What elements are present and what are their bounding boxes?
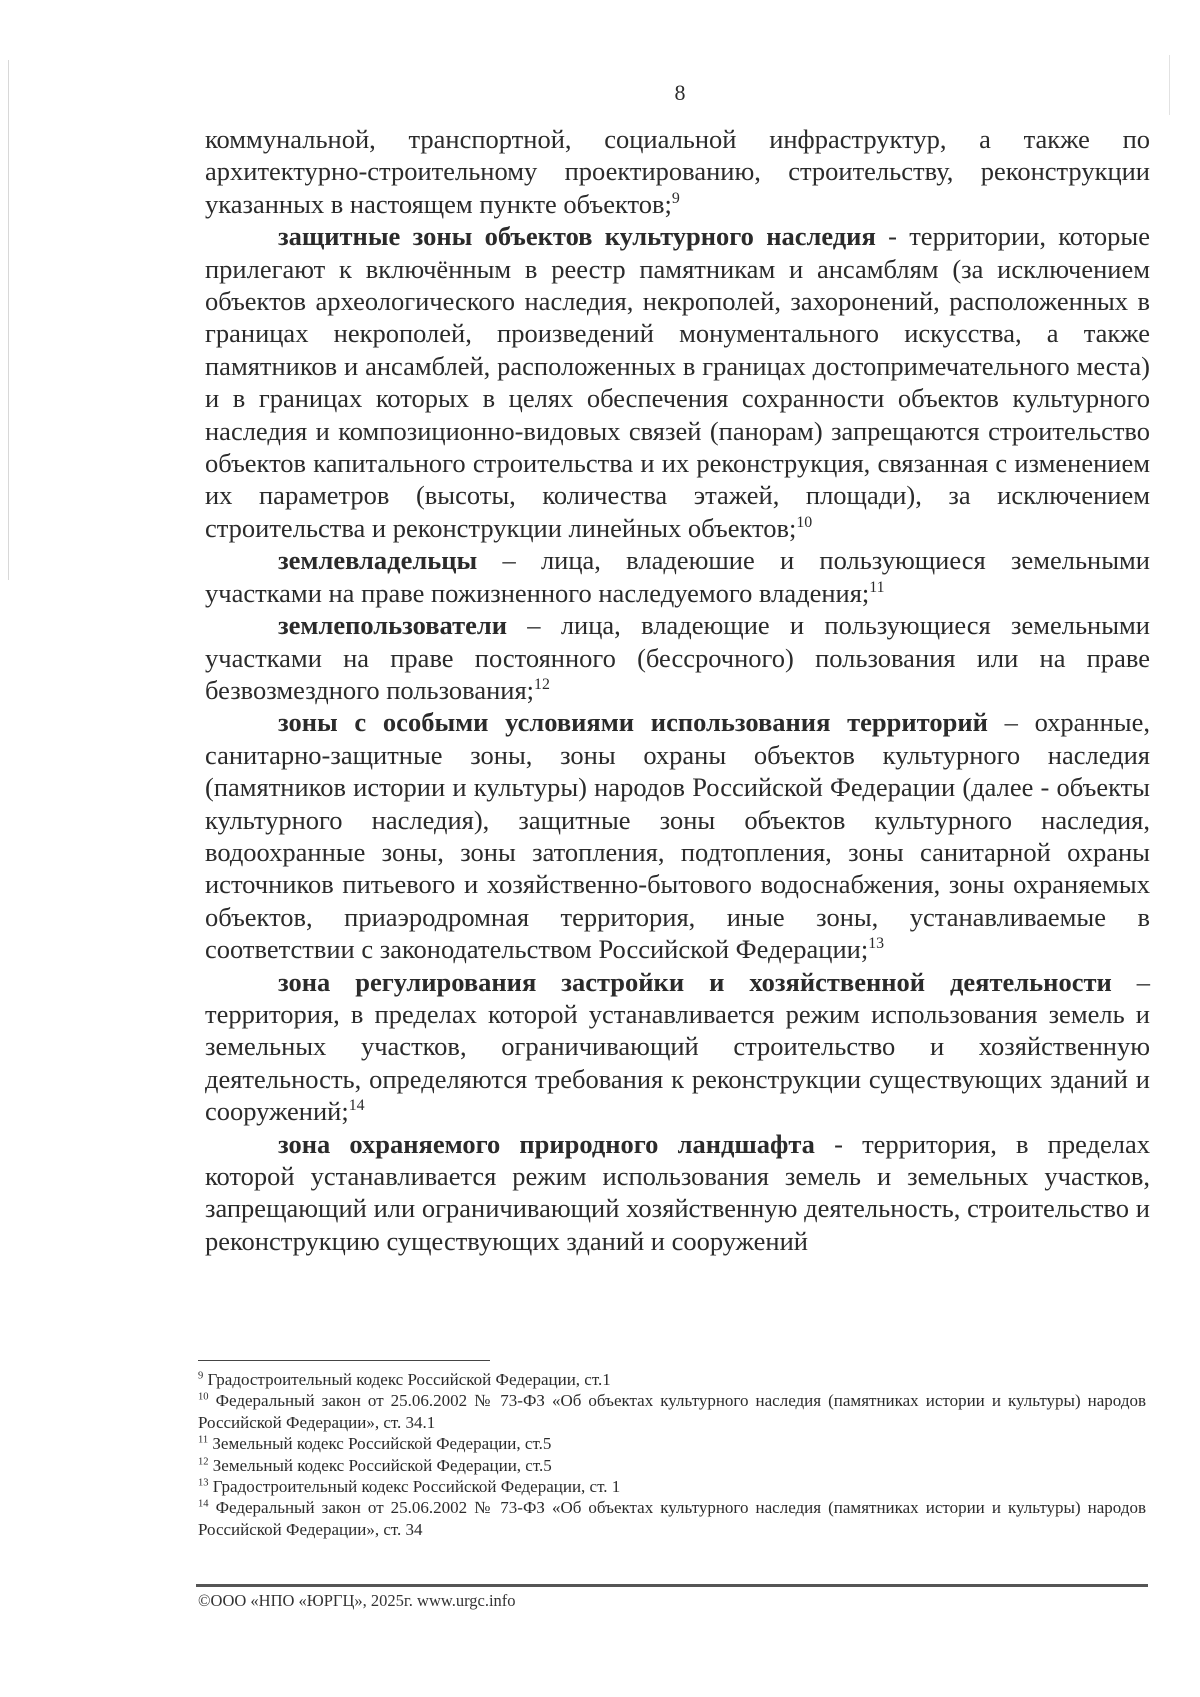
definition-text: – лица, владеюшие и пользующиеся земельными участками на праве пожизненного наследуемого владения; — [205, 545, 1150, 608]
footnote-number: 12 — [198, 1455, 209, 1467]
term: зона охраняемого природного ландшафта — [278, 1128, 815, 1159]
main-body-text — [205, 123, 1150, 1257]
term: землепользователи — [278, 610, 508, 641]
footnote-text: Земельный кодекс Российской Федерации, ст.5 — [208, 1434, 552, 1454]
footnote — [198, 1455, 1146, 1476]
footnote — [198, 1390, 1146, 1433]
footnote — [198, 1433, 1146, 1454]
footnote-ref: 10 — [796, 514, 813, 532]
footnote-text: Федеральный закон от 25.06.2002 № 73-ФЗ «Об объектах культурного наследия (памятниках истории и культуры) народов Российской Федерации», ст. 34 — [198, 1498, 1146, 1539]
definition-text: коммунальной, транспортной, социальной инфраструктур, а также по архитектурно-строительному проектированию, строительству, реконструкции указанных в настоящем пункте объектов; — [205, 124, 1150, 219]
paragraph-definition — [205, 966, 1150, 1128]
definition-text: - территория, в пределах которой устанавливается режим использования земель и земельных участков, запрещающий или ограничивающий хозяйственную деятельность, строительство и реконструкцию существующих зданий и сооружений — [205, 1128, 1150, 1256]
footnote — [198, 1497, 1146, 1540]
footnote-ref: 13 — [868, 935, 885, 953]
footnote-ref: 14 — [348, 1097, 365, 1115]
term: землевладельцы — [278, 545, 478, 576]
footer-copyright: ©ООО «НПО «ЮРГЦ», 2025г. www.urgc.info — [198, 1591, 516, 1610]
footnote-separator — [198, 1360, 490, 1361]
term: зоны с особыми условиями использования территорий — [278, 707, 988, 738]
footnote-ref: 11 — [869, 578, 885, 596]
footnote-ref: 9 — [671, 189, 680, 207]
term: защитные зоны объектов культурного наследия — [278, 221, 876, 252]
footnote-ref: 12 — [534, 676, 550, 694]
footnote-number: 9 — [198, 1370, 204, 1382]
footer-separator — [196, 1584, 1148, 1587]
footnote-number: 10 — [198, 1391, 209, 1403]
footnote-text: Градостроительный кодекс Российской Федерации, ст. 1 — [208, 1477, 621, 1497]
term: зона регулирования застройки и хозяйственной деятельности — [278, 966, 1112, 997]
paragraph-definition — [205, 609, 1150, 706]
definition-text: – охранные, санитарно-защитные зоны, зоны охраны объектов культурного наследия (памятников истории и культуры) народов Российской Федерации (далее - объекты культурного наследия), защитные зоны объектов культурного наследия, водоохранные зоны, зоны затопления, подтопления, зоны санитарной охраны источников питьевого и хозяйственно-бытового водоснабжения, зоны охраняемых объектов, приаэродромная территория, иные зоны, устанавливаемые в соответствии с законодательством Российской Федерации; — [205, 707, 1150, 965]
paragraph-definition — [205, 706, 1150, 965]
footnote-text: Земельный кодекс Российской Федерации, ст.5 — [208, 1455, 552, 1475]
definition-text: – территория, в пределах которой устанавливается режим использования земель и земельных участков, ограничивающий строительство и хозяйственную деятельность, определяются требования к реконструкции существующих зданий и сооружений; — [205, 966, 1151, 1127]
page-number: 8 — [674, 80, 686, 105]
footnote-text: Градостроительный кодекс Российской Федерации, ст.1 — [203, 1370, 611, 1389]
definition-text: – лица, владеющие и пользующиеся земельными участками на праве постоянного (бессрочного) пользования или на праве безвозмездного пользования; — [205, 610, 1150, 705]
scan-edge-artifact — [8, 60, 9, 580]
footnote-number: 11 — [198, 1434, 209, 1446]
footnote-text: Федеральный закон от 25.06.2002 № 73-ФЗ «Об объектах культурного наследия (памятниках истории и культуры) народов Российской Федерации», ст. 34.1 — [198, 1391, 1146, 1432]
footnote-number: 13 — [198, 1477, 209, 1489]
paragraph-definition — [205, 544, 1150, 609]
footnote-number: 14 — [198, 1498, 209, 1510]
paragraph-definition — [205, 1128, 1150, 1258]
footnote — [198, 1476, 1146, 1497]
paragraph-definition — [205, 220, 1150, 544]
footnote — [198, 1369, 1146, 1390]
paragraph-continuation — [205, 123, 1150, 220]
definition-text: - территории, которые прилегают к включённым в реестр памятникам и ансамблям (за исключением объектов археологического наследия, некрополей, захоронений, расположенных в границах некрополей, произведений монументального искусства, а также памятников и ансамблей, расположенных в границах достопримечательного места) и в границах которых в целях обеспечения сохранности объектов культурного наследия и композиционно-видовых связей (панорам) запрещаются строительство объектов капитального строительства и их реконструкция, связанная с изменением их параметров (высоты, количества этажей, площади), за исключением строительства и реконструкции линейных объектов; — [205, 221, 1150, 543]
footnotes — [198, 1369, 1146, 1540]
